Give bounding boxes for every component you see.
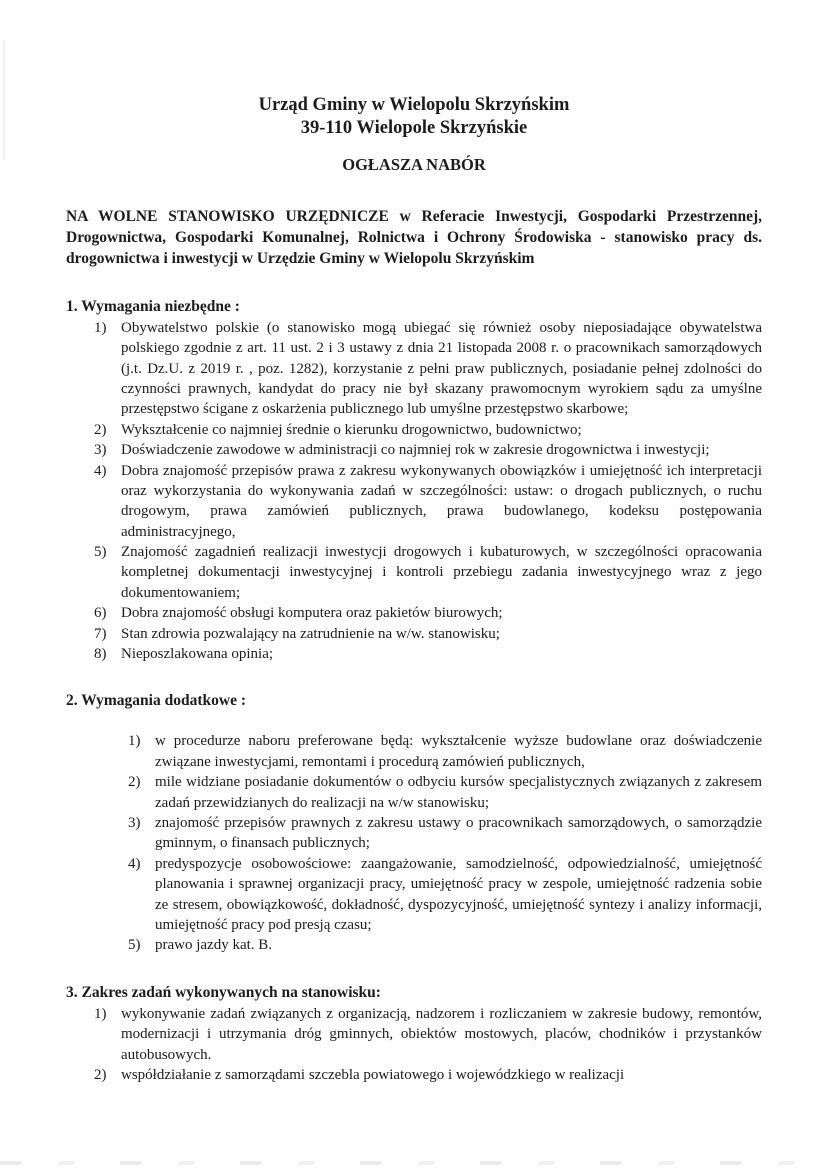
list-item-text: predyspozycje osobowościowe: zaangażowanie, samodzielność, odpowiedzialność, umiejętność planowania i sprawnej organizacji pracy, umiejętność pracy w zespole, umiejętność radzenia sobie ze stresem, obowiązkowość, dokładność, dyspozycyjność, umiejętność syntezy i analizy informacji, umiejętność pracy pod presją czasu; (155, 855, 762, 933)
sections-container (66, 296, 762, 1086)
list-item (94, 420, 762, 440)
list-item (94, 440, 762, 460)
list-item-text: mile widziane posiadanie dokumentów o odbyciu kursów specjalistycznych związanych z zakresem zadań przewidzianych do realizacji na w/w stanowisku; (155, 774, 762, 811)
list-item-marker: 4) (94, 462, 107, 479)
document-title-line1: Urząd Gminy w Wielopolu Skrzyńskim (258, 95, 570, 115)
document-header (66, 94, 762, 177)
section-item-list (66, 318, 762, 665)
list-item (128, 772, 762, 813)
list-item-marker: 6) (94, 605, 107, 622)
document-title (66, 94, 762, 139)
list-item-text: Doświadczenie zawodowe w administracji co najmniej rok w zakresie drogownictwa i inwestycji; (121, 442, 710, 459)
list-item-marker: 8) (94, 646, 107, 663)
section-heading: 1. Wymagania niezbędne : (66, 297, 240, 315)
list-item-marker: 1) (94, 319, 107, 336)
list-item-marker: 2) (128, 774, 141, 791)
list-item-text: wykonywanie zadań związanych z organizacją, nadzorem i rozliczaniem w zakresie budowy, remontów, modernizacji i utrzymania dróg gminnych, obiektów mostowych, placów, chodników i przystanków autobusowych. (121, 1005, 762, 1063)
list-item-text: Znajomość zagadnień realizacji inwestycji drogowych i kubaturowych, w szczególności opracowania kompletnej dokumentacji inwestycyjnej i kontroli przebiegu zadania inwestycyjnego wraz z jego dokumentowaniem; (121, 544, 762, 601)
list-item (94, 1004, 762, 1065)
list-item-text: Nieposzlakowana opinia; (121, 646, 274, 663)
list-item-marker: 3) (128, 815, 141, 832)
list-item (128, 731, 762, 772)
list-item-marker: 5) (94, 544, 107, 561)
list-item (94, 542, 762, 603)
list-item-marker: 2) (94, 421, 107, 438)
list-item-marker: 7) (94, 625, 107, 642)
list-item-text: znajomość przepisów prawnych z zakresu ustawy o pracownikach samorządowych, o samorządzie gminnym, o finansach publicznych; (155, 815, 762, 852)
list-item (94, 461, 762, 543)
document-section (66, 296, 762, 665)
section-heading: 2. Wymagania dodatkowe : (66, 692, 246, 710)
list-item-marker: 5) (128, 937, 141, 954)
scan-artifact-bottom (0, 1161, 826, 1165)
document-section (66, 982, 762, 1086)
list-item (128, 935, 762, 955)
list-item-text: współdziałanie z samorządami szczebla powiatowego i wojewódzkiego w realizacji (121, 1067, 625, 1084)
list-item-text: Dobra znajomość przepisów prawa z zakresu wykonywanych obowiązków i umiejętność ich interpretacji oraz wykorzystania do wykonywania zadań w szczególności: ustaw: o drogach publicznych, o ruchu drogowym, prawa zamówień publicznych, prawa budowlanego, kodeksu postępowania administracyjnego, (121, 462, 762, 540)
document-title-line2: 39-110 Wielopole Skrzyńskie (300, 117, 528, 138)
list-item-text: Wykształcenie co najmniej średnie o kierunku drogownictwo, budownictwo; (121, 421, 582, 438)
list-item-marker: 1) (128, 733, 141, 750)
list-item (94, 603, 762, 623)
list-item (94, 624, 762, 644)
list-item (128, 854, 762, 936)
section-item-list (66, 731, 762, 955)
list-item-text: w procedurze naboru preferowane będą: wykształcenie wyższe budowlane oraz doświadczenie związane inwestycjami, remontami i procedurą zamówień publicznych, (155, 733, 762, 770)
scan-edge-artifact (3, 40, 5, 160)
list-item-text: Stan zdrowia pozwalający na zatrudnienie na w/w. stanowisku; (121, 625, 500, 642)
list-item (94, 318, 762, 420)
list-item (128, 813, 762, 854)
list-item-marker: 4) (128, 855, 141, 872)
position-intro-paragraph: NA WOLNE STANOWISKO URZĘDNICZE w Referacie Inwestycji, Gospodarki Przestrzennej, Drogownictwa, Gospodarki Komunalnej, Rolnictwa i Ochrony Środowiska - stanowisko pracy ds. drogownictwa i inwestycji w Urzędzie Gminy w Wielopolu Skrzyńskim (66, 207, 762, 268)
list-item-text: prawo jazdy kat. B. (155, 937, 273, 954)
list-item (94, 644, 762, 664)
list-item-marker: 3) (94, 442, 107, 459)
section-heading: 3. Zakres zadań wykonywanych na stanowisku: (66, 983, 381, 1001)
document-section (66, 690, 762, 955)
announcement-heading: OGŁASZA NABÓR (342, 155, 486, 175)
list-item-text: Obywatelstwo polskie (o stanowisko mogą ubiegać się również osoby nieposiadające obywatelstwa polskiego zgodnie z art. 11 ust. 2 i 3 ustawy z dnia 21 listopada 2008 r. o pracownikach samorządowych (j.t. Dz.U. z 2019 r. , poz. 1282), korzystanie z pełni praw publicznych, posiadanie pełnej zdolności do czynności prawnych, kandydat do pracy nie był skazany prawomocnym wyrokiem sądu za umyślne przestępstwo ścigane z oskarżenia publicznego lub umyślne przestępstwo skarbowe; (121, 319, 762, 418)
section-item-list (66, 1004, 762, 1086)
list-item-text: Dobra znajomość obsługi komputera oraz pakietów biurowych; (121, 605, 503, 622)
list-item-marker: 1) (94, 1005, 107, 1022)
list-item-marker: 2) (94, 1067, 107, 1084)
list-item (94, 1065, 762, 1085)
